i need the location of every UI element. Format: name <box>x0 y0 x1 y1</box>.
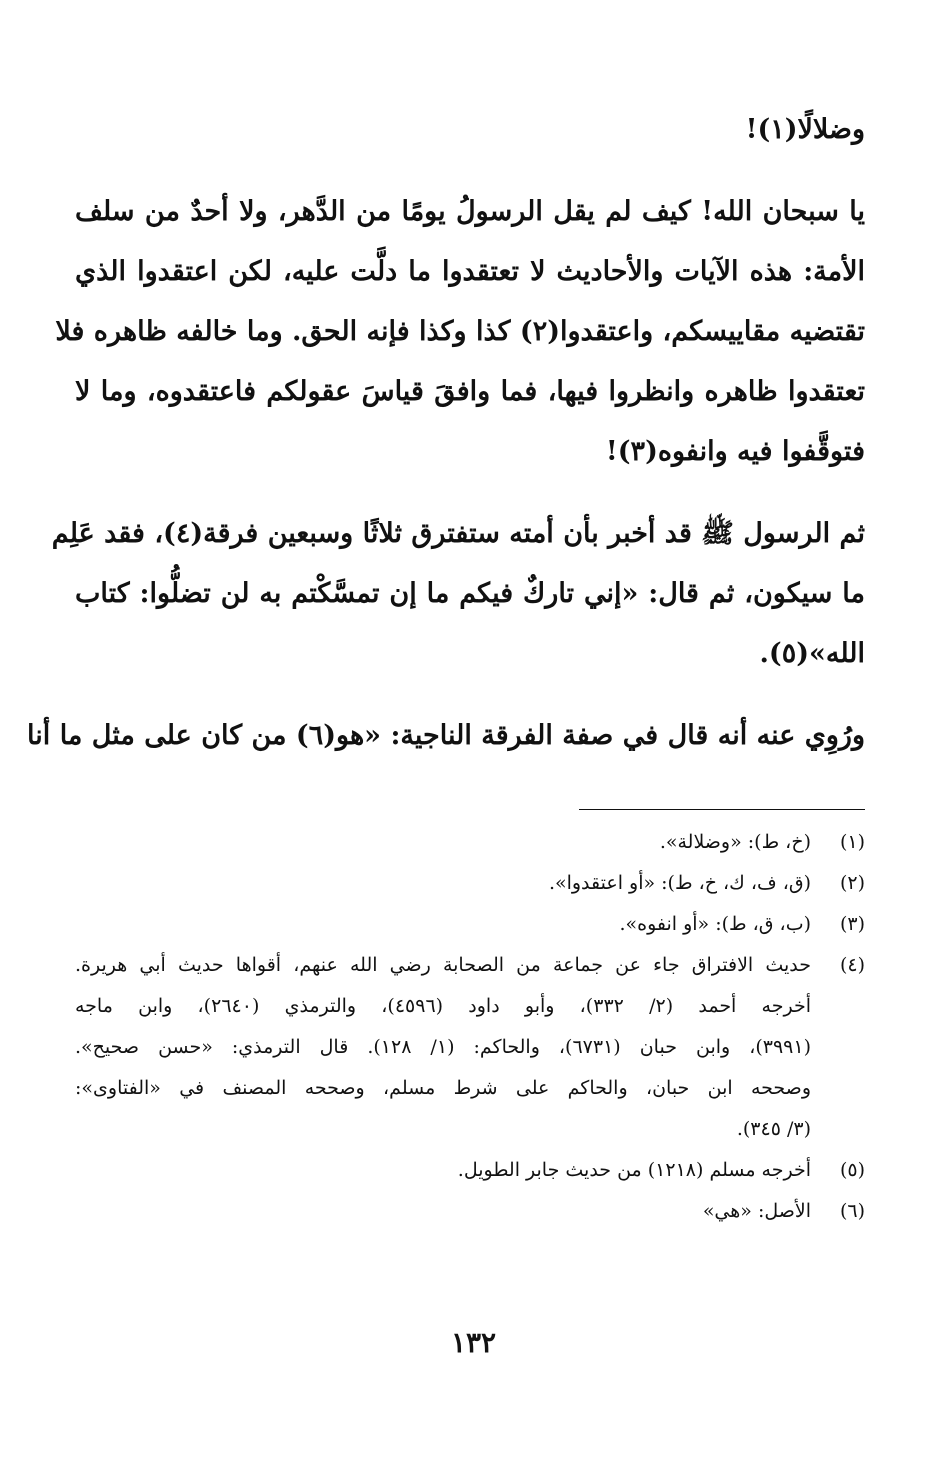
footnote-number: (١) <box>839 831 865 853</box>
body-line: تعتقدوا ظاهره وانظروا فيها، فما وافقَ قياسَ عقولكم فاعتقدوه، وما لا <box>75 376 865 407</box>
body-line: تقتضيه مقاييسكم، واعتقدوا(٢) كذا وكذا فإنه الحق. وما خالفه ظاهره فلا <box>55 316 865 347</box>
footnote-line: (ب، ق، ط): «أو انفوه». <box>619 913 811 935</box>
footnote <box>75 904 865 945</box>
footnote-body <box>75 863 811 904</box>
footnote-body <box>75 945 811 1150</box>
footnote-line: أخرجه أحمد (٢/ ٣٣٢)، وأبو داود (٤٥٩٦)، والترمذي (٢٦٤٠)، وابن ماجه <box>75 995 811 1017</box>
footnote-body <box>75 822 811 863</box>
body-line: ما سيكون، ثم قال: «إني تاركٌ فيكم ما إن تمسَّكْتم به لن تضلُّوا: كتاب <box>75 578 865 609</box>
body-line: ثم الرسول ﷺ قد أخبر بأن أمته ستفترق ثلاثًا وسبعين فرقة(٤)، فقد عَلِم <box>51 518 865 549</box>
paragraph-gap <box>75 684 865 706</box>
body-line: فتوقَّفوا فيه وانفوه(٣)! <box>605 436 865 467</box>
footnote-line: (٣/ ٣٤٥). <box>736 1118 811 1140</box>
footnote-line: وصححه ابن حبان، والحاكم على شرط مسلم، وصححه المصنف في «الفتاوى»: <box>75 1077 811 1099</box>
footnote <box>75 1150 865 1191</box>
footnote-line: (ق، ف، ك، خ، ط): «أو اعتقدوا». <box>548 872 811 894</box>
main-text <box>27 100 865 766</box>
body-line: الله»(٥). <box>759 638 865 669</box>
body-line: يا سبحان الله! كيف لم يقل الرسولُ يومًا من الدَّهر، ولا أحدٌ من سلف <box>75 196 865 227</box>
footnote-number: (٥) <box>839 1159 865 1181</box>
footnote <box>75 863 865 904</box>
footnote-line: (٣٩٩١)، وابن حبان (٦٧٣١)، والحاكم: (١/ ١٢٨). قال الترمذي: «حسن صحيح». <box>75 1036 811 1058</box>
page-number: ١٣٢ <box>450 1326 497 1359</box>
footnote-body <box>75 1150 811 1191</box>
footnote-number: (٢) <box>839 872 865 894</box>
footnote-line: الأصل: «هي» <box>702 1200 811 1222</box>
footnotes <box>75 822 865 1232</box>
footnote-separator <box>579 809 865 810</box>
footnote-number: (٣) <box>839 913 865 935</box>
footnote-line: (خ، ط): «وضلالة». <box>659 831 811 853</box>
footnote-number: (٦) <box>839 1200 865 1222</box>
footnote <box>75 1191 865 1232</box>
paragraph-gap <box>75 160 865 182</box>
footnote-line: أخرجه مسلم (١٢١٨) من حديث جابر الطويل. <box>457 1159 811 1181</box>
body-line: الأمة: هذه الآيات والأحاديث لا تعتقدوا ما دلَّت عليه، لكن اعتقدوا الذي <box>75 256 865 287</box>
paragraph-gap <box>75 482 865 504</box>
body-line: وضلالًا(١)! <box>745 114 865 145</box>
footnote-line: حديث الافتراق جاء عن جماعة من الصحابة رضي الله عنهم، أقواها حديث أبي هريرة. <box>75 954 811 976</box>
footnote <box>75 822 865 863</box>
footnote-body <box>75 904 811 945</box>
footnote-number: (٤) <box>839 954 865 976</box>
footnote-body <box>75 1191 811 1232</box>
footnote <box>75 945 865 1150</box>
body-line: ورُوِي عنه أنه قال في صفة الفرقة الناجية: «هو(٦) من كان على مثل ما أنا <box>27 720 865 751</box>
